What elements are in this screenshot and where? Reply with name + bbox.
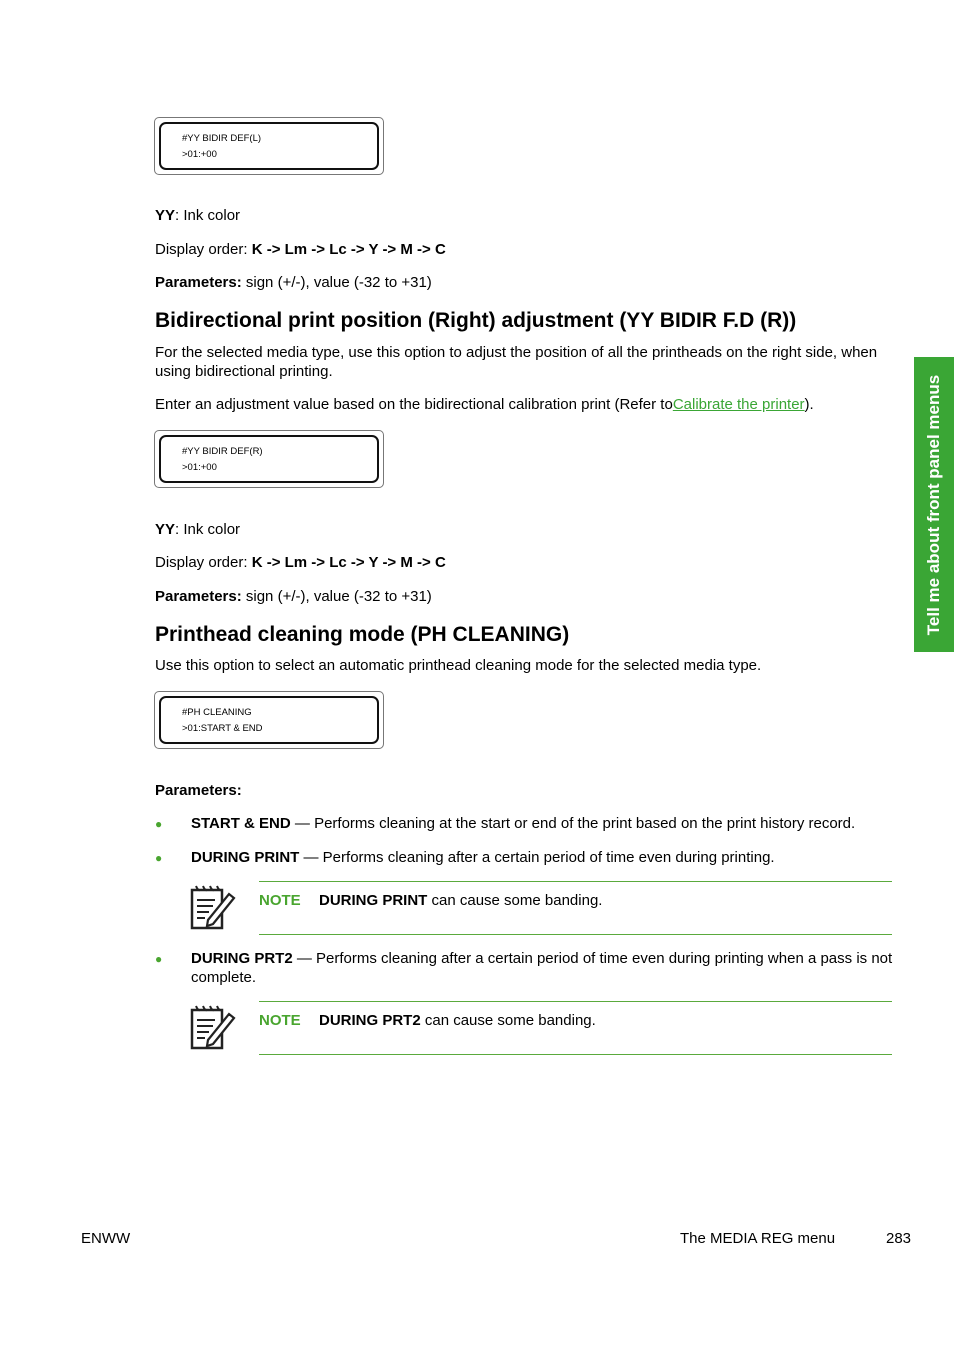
list-item: START & END — Performs cleaning at the start or end of the print based on the print history record. <box>191 815 856 832</box>
lcd-display-bidir-left <box>154 117 384 175</box>
calibrate-printer-link[interactable]: Calibrate the printer <box>672 396 805 413</box>
paragraph-calibration: Enter an adjustment value based on the bidirectional calibration print (Refer toCalibrate the printer). <box>155 396 814 413</box>
bullet-icon: ● <box>155 851 163 865</box>
heading-bidir-right: Bidirectional print position (Right) adjustment (YY BIDIR F.D (R)) <box>155 309 797 332</box>
bullet-icon: ● <box>155 952 163 966</box>
lcd-line-2: >01:+00 <box>182 149 217 160</box>
lcd-display-ph-cleaning <box>154 691 384 749</box>
footer-left: ENWW <box>81 1230 131 1247</box>
yy-ink-color: YY: Ink color <box>155 207 241 224</box>
page-number: 283 <box>886 1230 912 1247</box>
note-divider <box>259 1054 892 1055</box>
lcd-display-bidir-right <box>154 430 384 488</box>
side-tab <box>914 357 954 652</box>
parameters-line: Parameters: sign (+/-), value (-32 to +31) <box>155 588 432 605</box>
side-tab-label: Tell me about front panel menus <box>924 374 943 635</box>
note-divider <box>259 881 892 882</box>
yy-ink-color: YY: Ink color <box>155 521 241 538</box>
lcd-line-1: #YY BIDIR DEF(L) <box>182 133 262 144</box>
lcd-line-1: #YY BIDIR DEF(R) <box>182 446 263 457</box>
list-item: DURING PRT2 — Performs cleaning after a certain period of time even during printing when a pass is not complete. <box>191 950 893 986</box>
note-label: NOTE <box>259 892 301 909</box>
heading-ph-cleaning: Printhead cleaning mode (PH CLEANING) <box>155 623 570 646</box>
paragraph-bidir-right: For the selected media type, use this option to adjust the position of all the printheads on the right side, when using bidirectional printing. <box>155 344 878 380</box>
lcd-line-2: >01:+00 <box>182 462 217 473</box>
display-order: Display order: K -> Lm -> Lc -> Y -> M -> C <box>155 554 446 571</box>
parameters-heading: Parameters: <box>155 782 242 799</box>
lcd-line-2: >01:START & END <box>182 723 263 734</box>
note-text: DURING PRINT can cause some banding. <box>319 892 603 909</box>
note-divider <box>259 934 892 935</box>
note-text: DURING PRT2 can cause some banding. <box>319 1012 596 1029</box>
note-divider <box>259 1001 892 1002</box>
display-order: Display order: K -> Lm -> Lc -> Y -> M -> C <box>155 241 446 258</box>
note-pad-icon <box>189 884 237 932</box>
note-label: NOTE <box>259 1012 301 1029</box>
bullet-icon: ● <box>155 817 163 831</box>
footer-section-title: The MEDIA REG menu <box>680 1230 836 1247</box>
lcd-line-1: #PH CLEANING <box>182 707 252 718</box>
list-item: DURING PRINT — Performs cleaning after a certain period of time even during printing. <box>191 849 775 866</box>
paragraph-ph-cleaning: Use this option to select an automatic printhead cleaning mode for the selected media type. <box>155 657 762 674</box>
note-pad-icon <box>189 1004 237 1052</box>
parameters-line: Parameters: sign (+/-), value (-32 to +31) <box>155 274 432 291</box>
